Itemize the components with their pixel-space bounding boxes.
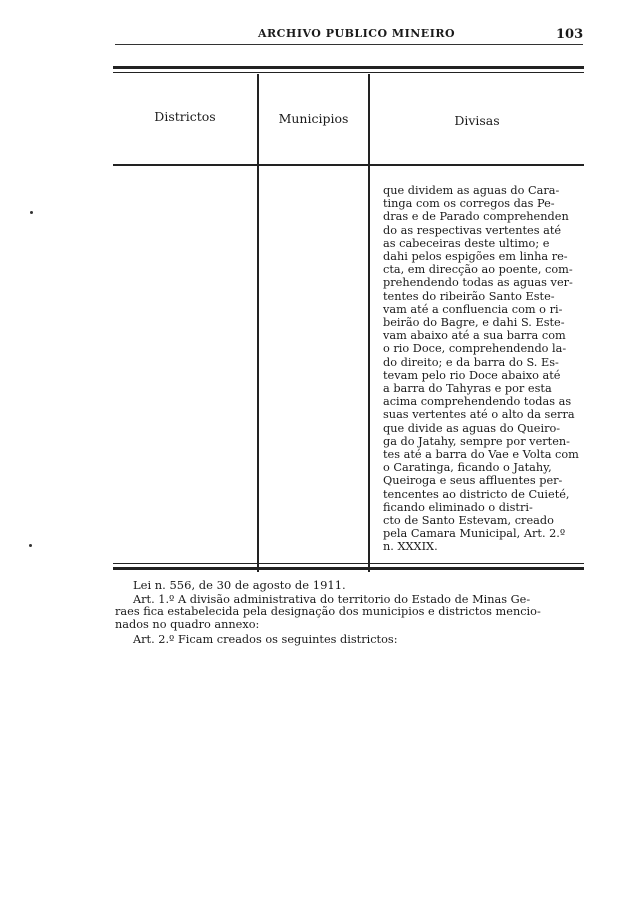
divisas-line: as cabeceiras deste ultimo; e [383, 236, 550, 250]
column-divider [368, 74, 370, 572]
divisas-line: o Caratinga, ficando o Jatahy, [383, 461, 552, 475]
column-header-districtos: Districtos [154, 109, 216, 124]
divisas-line: cto de Santo Estevam, creado [383, 514, 554, 528]
header-bottom-rule [113, 164, 584, 166]
divisas-line: a barra do Tahyras e por esta [383, 382, 552, 396]
divisas-line: dras e de Parado comprehenden [383, 210, 569, 224]
header-title: ARCHIVO PUBLICO MINEIRO [258, 27, 456, 40]
table-top-rule [113, 66, 584, 69]
divisas-line: do as respectivas vertentes até [383, 223, 562, 237]
table-bottom-rule-thin [113, 563, 584, 564]
divisas-line: beirão do Bagre, e dahi S. Este- [383, 316, 565, 330]
divisas-line: ficando eliminado o distri- [383, 500, 533, 514]
margin-mark [30, 211, 33, 214]
article-2 [115, 634, 582, 646]
margin-mark [29, 544, 32, 547]
divisas-line: cta, em direcção ao poente, com- [383, 263, 573, 277]
divisas-line: tevam pelo rio Doce abaixo até [383, 368, 561, 382]
divisas-line: vam até a confluencia com o ri- [383, 302, 563, 316]
divisas-line: o rio Doce, comprehendendo la- [383, 342, 567, 356]
divisas-line: que dividem as aguas do Cara- [383, 184, 560, 197]
divisas-line: que divide as aguas do Queiro- [383, 421, 561, 435]
article-line: Art. 1.º A divisão administrativa do territorio do Estado de Minas Ge- [133, 593, 531, 606]
divisas-line: tes até a barra do Vae e Volta com [383, 448, 579, 462]
table-top-rule-thin [113, 72, 584, 73]
divisas-line: tinga com os corregos das Pe- [383, 197, 555, 211]
page-number: 103 [556, 27, 584, 42]
divisas-line: dahi pelos espigões em linha re- [383, 250, 568, 264]
divisas-line: prehendendo todas as aguas ver- [383, 276, 573, 290]
article-line: Art. 2.º Ficam creados os seguintes districtos: [133, 633, 398, 646]
law-heading: Lei n. 556, de 30 de agosto de 1911. [133, 578, 346, 592]
divisas-line: Queiroga e seus affluentes per- [383, 474, 563, 488]
divisas-line: tencentes ao districto de Cuieté, [383, 487, 570, 501]
column-header-municipios: Municipios [278, 111, 349, 126]
divisas-text [383, 184, 581, 554]
divisas-line: tentes do ribeirão Santo Este- [383, 289, 555, 303]
article-line: raes fica estabelecida pela designação dos municipios e districtos mencio- [115, 605, 541, 619]
column-divider [257, 74, 259, 572]
divisas-line: acima comprehendendo todas as [383, 395, 572, 409]
header-rule [115, 44, 583, 45]
divisas-line: ga do Jatahy, sempre por verten- [383, 434, 570, 448]
divisas-line: do direito; e da barra do S. Es- [383, 355, 559, 369]
divisas-line: vam abaixo até a sua barra com [383, 329, 566, 343]
column-header-divisas: Divisas [454, 113, 500, 128]
divisas-line: suas vertentes até o alto da serra [383, 408, 575, 422]
table-bottom-rule [113, 567, 584, 570]
article-line: nados no quadro annexo: [115, 617, 260, 631]
divisas-line: n. XXXIX. [383, 540, 438, 554]
article-1 [115, 594, 582, 631]
divisas-line: pela Camara Municipal, Art. 2.º [383, 527, 566, 541]
